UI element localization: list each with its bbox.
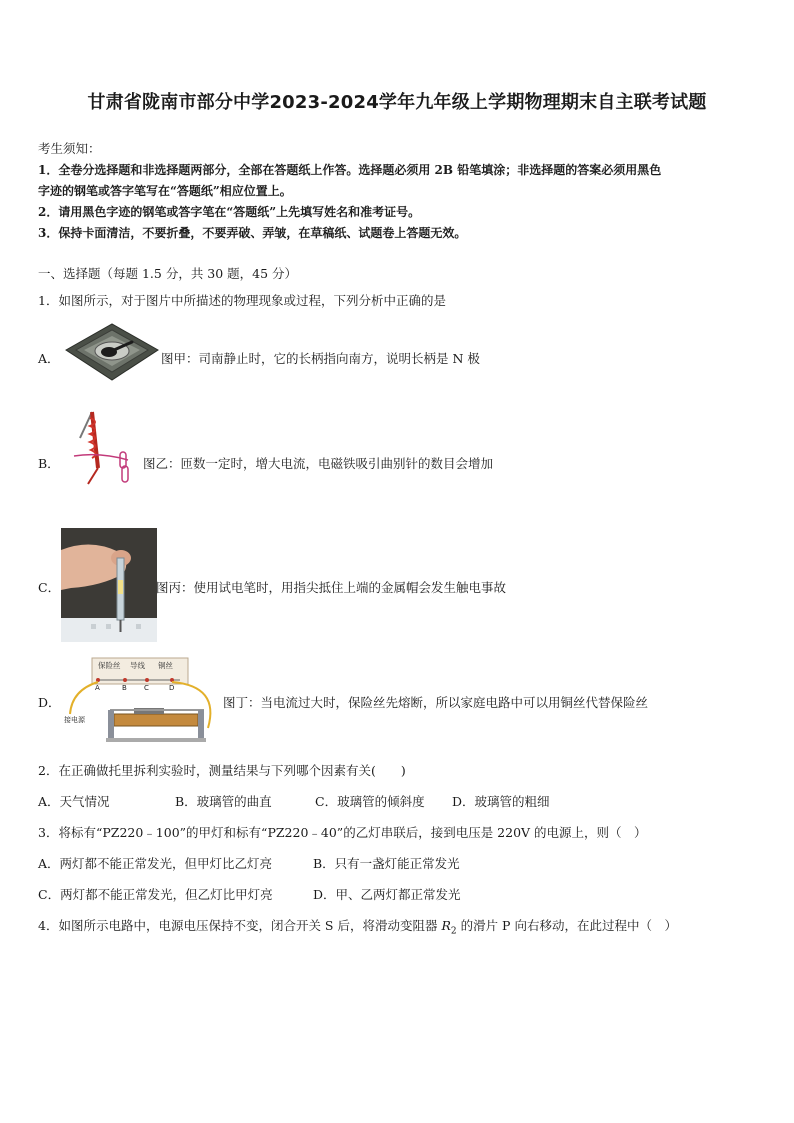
wire-label: 导线 bbox=[130, 661, 145, 670]
option-b: B．只有一盏灯能正常发光 bbox=[313, 856, 460, 871]
page-title: 甘肃省陇南市部分中学2023-2024学年九年级上学期物理期末自主联考试题 bbox=[87, 92, 707, 113]
option-d: D．玻璃管的粗细 bbox=[452, 794, 550, 809]
question-stem: 1．如图所示，对于图片中所描述的物理现象或过程，下列分析中正确的是 bbox=[38, 293, 446, 308]
fuse-label: 保险丝 bbox=[98, 661, 121, 670]
notice-item-1: 1．全卷分选择题和非选择题两部分，全部在答题纸上作答。选择题必须用 2B 铅笔填涂；非选择题的答案必须用黑色 bbox=[38, 163, 662, 177]
question-stem-end: 的滑片 P 向右移动，在此过程中（ ） bbox=[456, 918, 677, 933]
point-d-label: D bbox=[169, 684, 175, 692]
option-text-a: 图甲：司南静止时，它的长柄指向南方，说明长柄是 N 极 bbox=[161, 351, 480, 366]
point-c-label: C bbox=[144, 684, 149, 692]
option-label-d: D． bbox=[38, 695, 61, 710]
point-b-label: B bbox=[122, 684, 127, 692]
question-stem: 2．在正确做托里拆利实验时，测量结果与下列哪个因素有关( ) bbox=[38, 763, 406, 778]
option-label-b: B． bbox=[38, 456, 60, 471]
option-text-d: 图丁：当电流过大时，保险丝先熔断，所以家庭电路中可以用铜丝代替保险丝 bbox=[223, 695, 649, 710]
question-4 bbox=[38, 916, 677, 937]
option-d: D．甲、乙两灯都正常发光 bbox=[313, 887, 461, 902]
notice-item-2: 2．请用黑色字迹的钢笔或答字笔在“答题纸”上先填写姓名和准考证号。 bbox=[38, 205, 421, 219]
option-text-c: 图丙：使用试电笔时，用指尖抵住上端的金属帽会发生触电事故 bbox=[156, 580, 507, 595]
resistor-subscript: 2 bbox=[450, 926, 457, 937]
notice-item-1-cont: 字迹的钢笔或答字笔写在“答题纸”相应位置上。 bbox=[38, 184, 292, 198]
question-stem-start: 4．如图所示电路中，电源电压保持不变，闭合开关 S 后，将滑动变阻器 bbox=[38, 918, 442, 933]
fuse-circuit-diagram bbox=[62, 656, 222, 748]
copper-label: 铜丝 bbox=[158, 661, 173, 670]
section-heading: 一、选择题（每题 1.5 分，共 30 题，45 分） bbox=[38, 266, 298, 281]
power-source-label: 接电源 bbox=[64, 716, 85, 724]
electromagnet-paperclips-image bbox=[70, 408, 140, 486]
test-pen-photo bbox=[61, 528, 157, 642]
option-a: A．天气情况 bbox=[38, 794, 110, 809]
option-b: B．玻璃管的曲直 bbox=[175, 794, 272, 809]
notice-item-3: 3．保持卡面清洁，不要折叠，不要弄破、弄皱，在草稿纸、试题卷上答题无效。 bbox=[38, 226, 467, 240]
point-a-label: A bbox=[95, 684, 100, 692]
option-text-b: 图乙：匝数一定时，增大电流，电磁铁吸引曲别针的数目会增加 bbox=[143, 456, 494, 471]
option-label-c: C． bbox=[38, 580, 61, 595]
resistor-symbol: R bbox=[441, 918, 451, 933]
option-c: C．两灯都不能正常发光，但乙灯比甲灯亮 bbox=[38, 887, 273, 902]
option-c: C．玻璃管的倾斜度 bbox=[315, 794, 425, 809]
notice-heading: 考生须知： bbox=[38, 141, 101, 156]
option-label-a: A． bbox=[38, 351, 60, 366]
question-stem: 3．将标有“PZ220﹣100”的甲灯和标有“PZ220﹣40”的乙灯串联后，接到电压是 220V 的电源上，则（ ） bbox=[38, 825, 647, 840]
option-a: A．两灯都不能正常发光，但甲灯比乙灯亮 bbox=[38, 856, 273, 871]
compass-sinan-image bbox=[62, 322, 160, 382]
